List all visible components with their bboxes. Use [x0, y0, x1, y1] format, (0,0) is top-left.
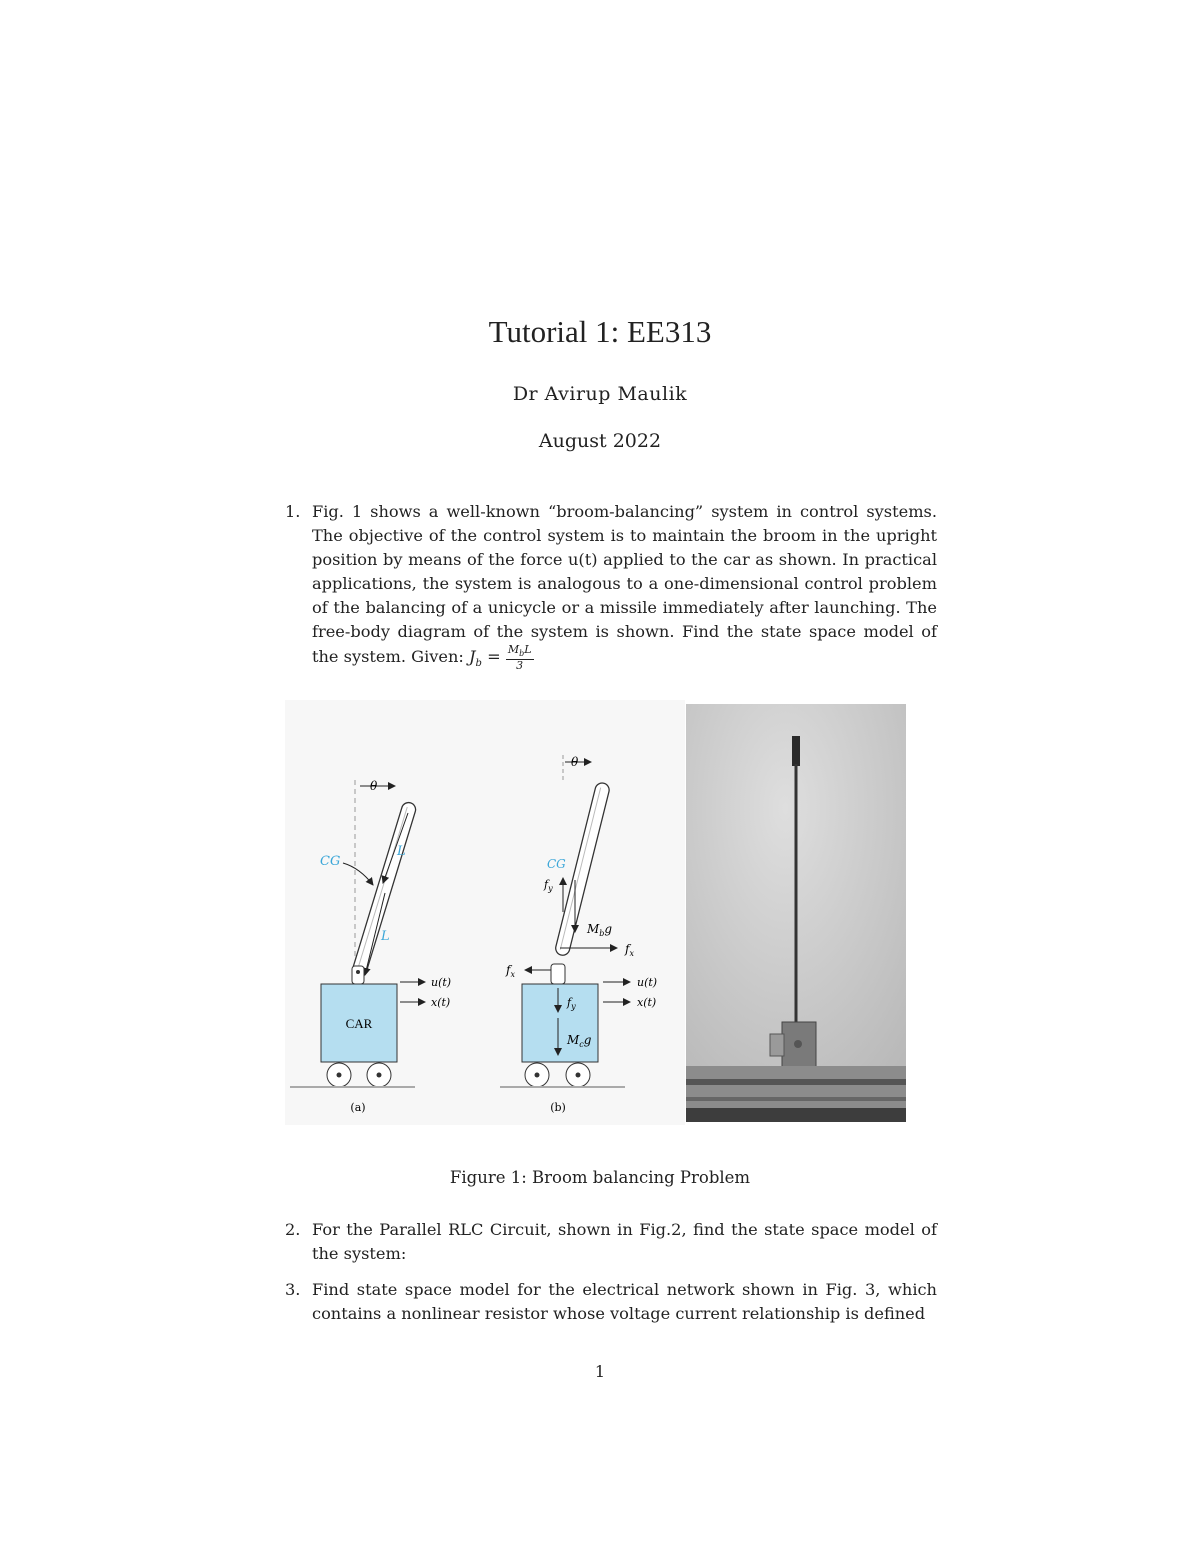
fraction: $\frac{M_bL}{3}$	[507, 643, 532, 673]
broom-apparatus-photo	[686, 704, 906, 1122]
car-label: CAR	[345, 1016, 373, 1031]
fy-label-top: $f_y$	[544, 878, 553, 893]
theta-label-b: θ	[571, 755, 579, 769]
panel-b-label: (b)	[550, 1101, 566, 1114]
length-lower-label: L	[381, 929, 390, 944]
date: August 2022	[538, 430, 662, 452]
cg-label: CG	[320, 854, 341, 869]
position-label: x(t)	[431, 996, 451, 1009]
figure-caption: Figure 1: Broom balancing Problem	[449, 1168, 751, 1187]
cg-label-b: CG	[547, 857, 566, 871]
force-label-b: u(t)	[637, 976, 658, 989]
length-upper-label: L	[397, 844, 406, 859]
question-text: For the Parallel RLC Circuit, shown in Fig.2, find the state space model of the system:	[312, 1220, 937, 1263]
force-label: u(t)	[431, 976, 452, 989]
car-body-b	[522, 984, 598, 1062]
fy-label-bottom: $f_y$	[567, 996, 576, 1011]
question-text: Fig. 1 shows a well-known “broom-balancing” system in control systems. The objective of the control system is to maintain the broom in the upright position by means of the force u(t) applied to the car as shown. In practical applications, the system is analogous to a one-dimensional control problem of the balancing of a unicycle or a missile immediately after launching. The free-body diagram of the system is shown. Find the state space model of the system. Given: $J_b$ = $\frac{M_bL}{3}$	[312, 502, 937, 673]
pivot-b	[551, 964, 565, 984]
author: Dr Avirup Maulik	[512, 383, 688, 405]
mcg-label: $M_cg$	[567, 1033, 592, 1049]
paper-title: Tutorial 1: EE313	[488, 314, 712, 349]
question-1	[285, 500, 937, 676]
given-formula: $J_b$ = $\frac{M_bL}{3}$	[469, 643, 532, 673]
mbg-label: $M_bg$	[587, 922, 613, 938]
theta-label: θ	[370, 779, 378, 793]
question-number: 3.	[285, 1280, 301, 1299]
page-number: 1	[594, 1362, 606, 1381]
question-2	[285, 1218, 937, 1266]
fx-label-left: $f_x$	[506, 963, 515, 979]
broom-balancing-diagram	[285, 700, 685, 1125]
panel-a-label: (a)	[350, 1101, 366, 1114]
fx-label-right: $f_x$	[625, 942, 634, 958]
question-text: Find state space model for the electrical network shown in Fig. 3, which contains a nonlinear resistor whose voltage current relationship is defined	[312, 1280, 937, 1323]
pivot	[352, 966, 364, 984]
question-3	[285, 1278, 937, 1326]
position-label-b: x(t)	[637, 996, 657, 1009]
question-number: 1.	[285, 502, 301, 521]
question-number: 2.	[285, 1220, 301, 1239]
